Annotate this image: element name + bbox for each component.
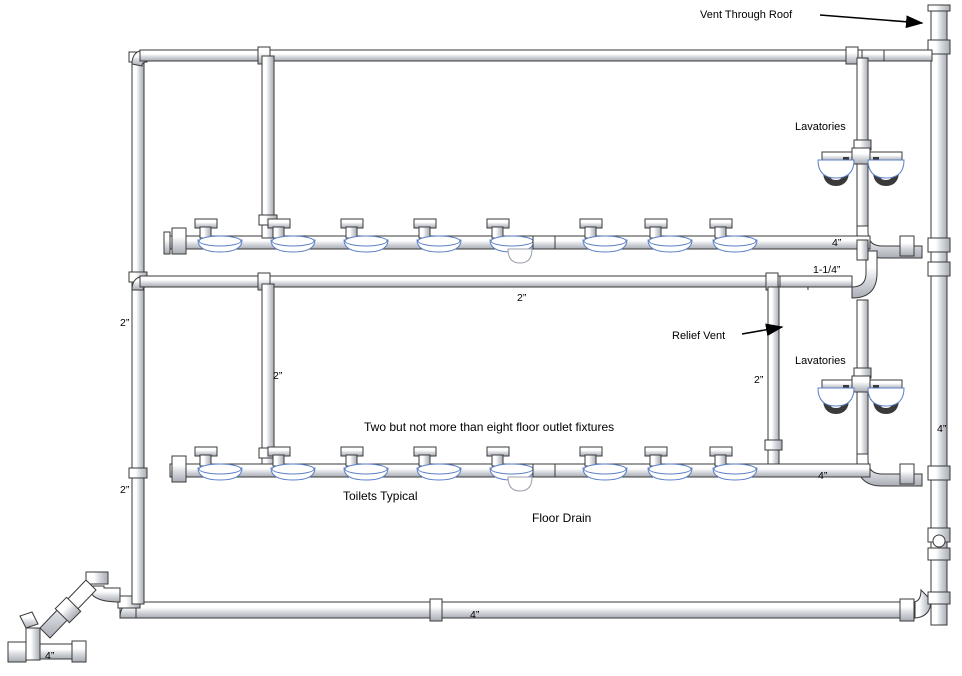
building-drain-coupling-right	[900, 599, 914, 621]
upper-vent-header-coupling-b	[846, 47, 858, 64]
upper-vent-to-stack	[884, 50, 932, 61]
upper-branch-left-cap	[164, 232, 170, 254]
label-lavatories-lower: Lavatories	[795, 355, 846, 367]
label-toilets-typical: Toilets Typical	[343, 489, 418, 503]
label-size-4-right-vertical: 4”	[937, 423, 947, 435]
stack-cleanout-plug	[933, 535, 945, 547]
label-lavatories-upper: Lavatories	[795, 121, 846, 133]
cleanout-upper-branch	[20, 612, 38, 628]
label-size-2-mid-horizontal: 2”	[517, 292, 527, 304]
mid-vent-right-run	[780, 276, 852, 287]
cleanout-tee-up	[26, 628, 40, 660]
label-vent-through-roof: Vent Through Roof	[700, 9, 793, 21]
lav-lower-tee-center	[852, 376, 870, 392]
label-size-4-upper-branch: 4”	[832, 237, 842, 249]
stack-coupling-3	[928, 262, 950, 276]
label-size-4-cleanout: 4”	[45, 650, 55, 662]
label-size-4-building-drain: 4”	[470, 609, 480, 621]
arrow-vent-through-roof	[820, 15, 922, 23]
mid-vent-riser-to-upper	[857, 240, 868, 260]
left-riser-coupling-low	[129, 468, 147, 478]
label-size-2-lower-vent-left: 2”	[120, 484, 130, 496]
roof-terminal-collar	[928, 5, 950, 11]
cleanout-plug-cap	[8, 642, 26, 662]
label-relief-vent: Relief Vent	[672, 330, 726, 342]
upper-vent-header-2in	[140, 50, 865, 61]
stack-base-collar	[928, 592, 950, 604]
left-vent-riser-2in	[132, 52, 144, 604]
label-size-2-upper-vent-left: 2”	[120, 317, 130, 329]
building-drain-cleanout-assembly	[8, 572, 120, 662]
pipe-network	[8, 5, 950, 662]
lower-branch-left-cleanout	[172, 456, 186, 482]
label-floor-drain: Floor Drain	[532, 511, 592, 525]
label-size-2-upper-stack: 2”	[273, 370, 283, 382]
cleanout-riser-collar	[86, 572, 108, 584]
upper-branch-stack-collar	[900, 236, 914, 256]
label-size-1-1-4: 1-1/4”	[813, 264, 841, 276]
label-size-2-relief-riser: 2”	[754, 374, 764, 386]
relief-vent-riser-coupling	[765, 440, 782, 450]
label-size-4-lower-branch: 4”	[818, 470, 828, 482]
stack-coupling-2	[928, 238, 950, 252]
upper-branch-left-riser	[262, 56, 274, 238]
lav-upper-tee-center	[852, 148, 870, 164]
label-note-floor-outlet: Two but not more than eight floor outlet fixtures	[364, 420, 615, 434]
upper-branch-left-cleanout	[172, 228, 186, 254]
mid-vent-header-2in	[140, 276, 780, 287]
building-drain-coupling-mid	[430, 599, 442, 621]
lower-branch-stack-collar	[900, 464, 914, 484]
stack-coupling-6	[928, 548, 950, 560]
cleanout-end-collar	[72, 641, 86, 662]
building-drain-4in	[120, 602, 915, 618]
stack-coupling-4	[928, 466, 950, 480]
